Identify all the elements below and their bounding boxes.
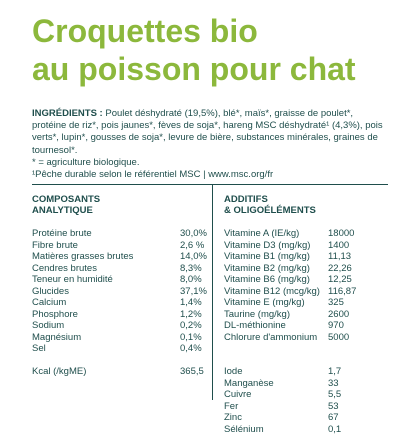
row-value: 1,2% <box>180 309 202 321</box>
row-value: 14,0% <box>180 251 207 263</box>
table-row <box>224 240 404 252</box>
row-value: 11,13 <box>328 251 351 263</box>
row-name: Cuivre <box>224 389 328 401</box>
row-value: 970 <box>328 320 344 332</box>
row-value: 325 <box>328 297 344 309</box>
row-value: 22,26 <box>328 263 352 275</box>
row-spacer <box>224 355 404 367</box>
row-value: 8,0% <box>180 274 202 286</box>
ingredients-text: Poulet déshydraté (19,5%), blé*, maïs*, graisse de poulet*, protéine de riz*, pois jaunes*, fèves de soja*, hareng MSC déshydraté¹ (4,3%), pois verts*, lupin*, gousses de soja*, levure de bière, substances minérales, graines de tournesol*. <box>32 108 383 156</box>
row-value: 2600 <box>328 309 349 321</box>
row-name: Calcium <box>32 297 180 309</box>
row-value: 0,4% <box>180 343 202 355</box>
table-row <box>32 228 212 240</box>
row-value: 67 <box>328 412 339 424</box>
row-name: Iode <box>224 366 328 378</box>
table-row <box>32 251 212 263</box>
row-name: Cendres brutes <box>32 263 180 275</box>
row-value: 1,7 <box>328 366 341 378</box>
row-value: 5000 <box>328 332 349 344</box>
row-value: 0,1 <box>328 424 341 435</box>
table-row <box>224 228 404 240</box>
table-row <box>32 343 212 355</box>
organic-note: * = agriculture biologique. <box>32 157 388 169</box>
table-row <box>224 286 404 298</box>
table-row <box>32 332 212 344</box>
table-row <box>32 309 212 321</box>
row-name: Teneur en humidité <box>32 274 180 286</box>
msc-note: ¹Pêche durable selon le référentiel MSC | www.msc.org/fr <box>32 169 388 181</box>
energy-value: 365,5 <box>180 366 204 378</box>
table-row <box>224 297 404 309</box>
row-name: Fer <box>224 401 328 413</box>
row-value: 30,0% <box>180 228 207 240</box>
row-value: 53 <box>328 401 339 413</box>
table-row <box>224 263 404 275</box>
additifs-table <box>224 228 404 435</box>
row-name: Matières grasses brutes <box>32 251 180 263</box>
row-value: 1400 <box>328 240 349 252</box>
row-name: Vitamine A (IE/kg) <box>224 228 328 240</box>
row-name: Vitamine B2 (mg/kg) <box>224 263 328 275</box>
ingredients-block <box>32 108 388 181</box>
table-row <box>32 274 212 286</box>
table-row <box>224 309 404 321</box>
table-row <box>32 297 212 309</box>
row-name: Sel <box>32 343 180 355</box>
table-row <box>32 263 212 275</box>
table-row <box>32 320 212 332</box>
page-title <box>32 12 356 88</box>
title-line-2: au poisson pour chat <box>32 50 356 88</box>
row-name: Taurine (mg/kg) <box>224 309 328 321</box>
table-row <box>224 401 404 413</box>
table-row <box>224 389 404 401</box>
energy-row <box>32 366 212 378</box>
row-value: 0,1% <box>180 332 202 344</box>
additifs-heading-line-2: & OLIGOÉLÉMENTS <box>224 205 316 216</box>
table-row <box>224 320 404 332</box>
row-name: Fibre brute <box>32 240 180 252</box>
row-name: DL-méthionine <box>224 320 328 332</box>
title-line-1: Croquettes bio <box>32 12 356 50</box>
table-row <box>224 378 404 390</box>
vertical-divider <box>212 184 213 400</box>
table-row <box>224 424 404 435</box>
row-name: Sodium <box>32 320 180 332</box>
row-value: 37,1% <box>180 286 207 298</box>
row-value: 33 <box>328 378 339 390</box>
additifs-heading <box>224 194 316 216</box>
ingredients-paragraph <box>32 108 388 157</box>
row-name: Chlorure d'ammonium <box>224 332 328 344</box>
row-name: Sélénium <box>224 424 328 435</box>
row-name: Vitamine D3 (mg/kg) <box>224 240 328 252</box>
energy-name: Kcal (/kgME) <box>32 366 180 378</box>
composants-heading <box>32 194 100 216</box>
table-row <box>224 251 404 263</box>
row-name: Protéine brute <box>32 228 180 240</box>
additifs-heading-line-1: ADDITIFS <box>224 194 316 205</box>
row-spacer <box>32 355 212 367</box>
row-value: 12,25 <box>328 274 352 286</box>
row-name: Zinc <box>224 412 328 424</box>
row-name: Vitamine B6 (mg/kg) <box>224 274 328 286</box>
row-name: Manganèse <box>224 378 328 390</box>
row-value: 1,4% <box>180 297 202 309</box>
row-name: Magnésium <box>32 332 180 344</box>
row-value: 8,3% <box>180 263 202 275</box>
row-spacer <box>224 343 404 355</box>
table-row <box>224 366 404 378</box>
row-value: 18000 <box>328 228 354 240</box>
horizontal-divider <box>32 184 388 185</box>
row-name: Vitamine B1 (mg/kg) <box>224 251 328 263</box>
row-name: Vitamine B12 (mcg/kg) <box>224 286 328 298</box>
table-row <box>224 332 404 344</box>
table-row <box>224 274 404 286</box>
composants-table <box>32 228 212 378</box>
table-row <box>32 286 212 298</box>
row-value: 0,2% <box>180 320 202 332</box>
row-name: Vitamine E (mg/kg) <box>224 297 328 309</box>
row-name: Phosphore <box>32 309 180 321</box>
ingredients-label: INGRÉDIENTS : <box>32 108 103 119</box>
row-value: 2,6 % <box>180 240 204 252</box>
table-row <box>224 412 404 424</box>
composants-heading-line-1: COMPOSANTS <box>32 194 100 205</box>
row-value: 5,5 <box>328 389 341 401</box>
composants-heading-line-2: ANALYTIQUE <box>32 205 100 216</box>
row-name: Glucides <box>32 286 180 298</box>
row-value: 116,87 <box>328 286 356 298</box>
table-row <box>32 240 212 252</box>
